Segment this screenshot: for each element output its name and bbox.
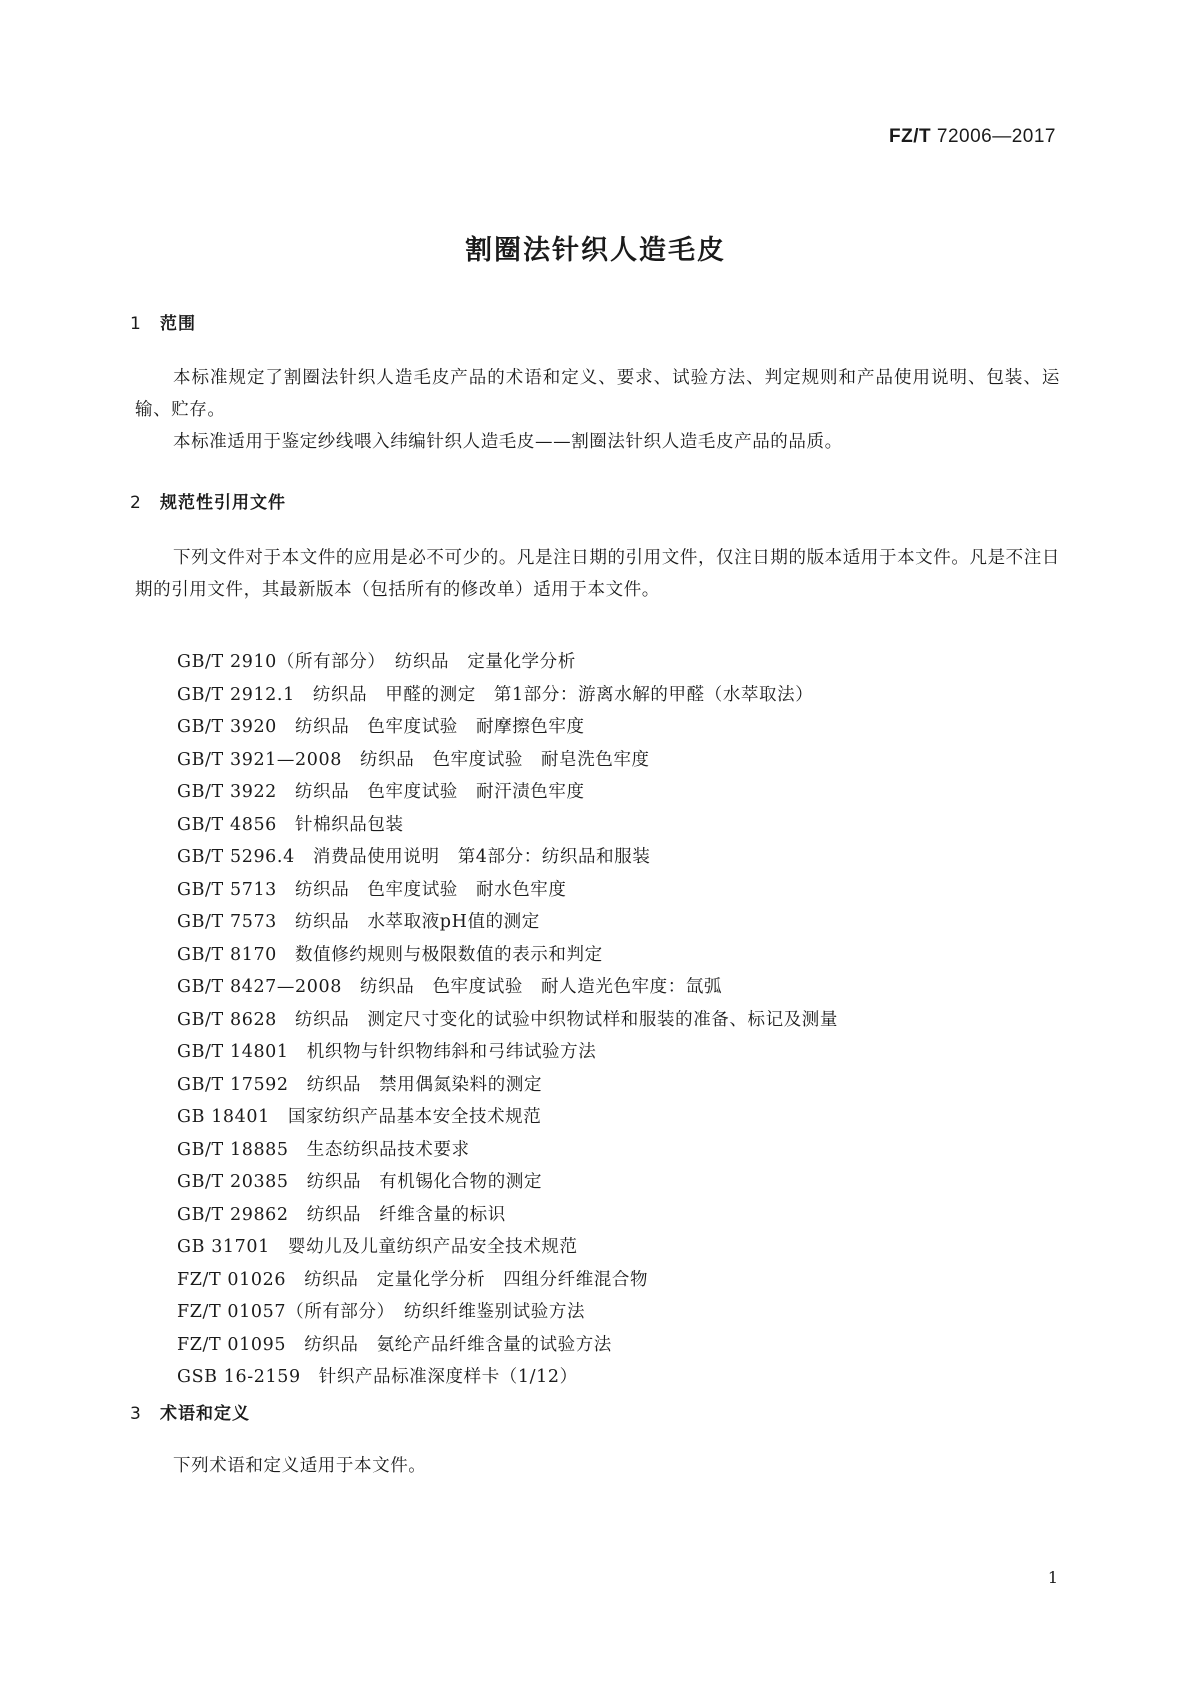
reference-item: GB/T 2912.1 纺织品 甲醛的测定 第1部分：游离水解的甲醛（水萃取法） (177, 684, 814, 705)
section-title: 规范性引用文件 (160, 493, 286, 513)
reference-item: GB/T 18885 生态纺织品技术要求 (177, 1139, 470, 1160)
reference-item: GB/T 3920 纺织品 色牢度试验 耐摩擦色牢度 (177, 717, 585, 737)
reference-item: FZ/T 01057（所有部分） 纺织纤维鉴别试验方法 (177, 1302, 586, 1322)
section-title: 术语和定义 (160, 1404, 250, 1424)
terms-intro-paragraph: 下列术语和定义适用于本文件。 (173, 1456, 427, 1476)
reference-item: GB/T 2910（所有部分） 纺织品 定量化学分析 (177, 652, 576, 672)
reference-item: GB/T 8628 纺织品 测定尺寸变化的试验中织物试样和服装的准备、标记及测量 (177, 1009, 839, 1030)
reference-item: GB/T 8427—2008 纺织品 色牢度试验 耐人造光色牢度：氙弧 (177, 977, 723, 997)
reference-item: GB/T 20385 纺织品 有机锡化合物的测定 (177, 1172, 543, 1192)
reference-item: GB/T 4856 针棉织品包装 (177, 814, 404, 835)
section-heading-scope (130, 309, 196, 334)
document-code-number: 72006—2017 (936, 126, 1056, 147)
reference-item: GB 31701 婴幼儿及儿童纺织产品安全技术规范 (177, 1237, 578, 1257)
section-number: 3 (130, 1404, 142, 1424)
reference-item: GB/T 3922 纺织品 色牢度试验 耐汗渍色牢度 (177, 782, 585, 802)
page-number: 1 (1047, 1568, 1058, 1587)
reference-item: GB 18401 国家纺织产品基本安全技术规范 (177, 1107, 542, 1127)
references-intro-paragraph: 下列文件对于本文件的应用是必不可少的。凡是注日期的引用文件，仅注日期的版本适用于本文件。凡是不注日期的引用文件，其最新版本（包括所有的修改单）适用于本文件。 (135, 548, 1060, 600)
reference-item: GB/T 5713 纺织品 色牢度试验 耐水色牢度 (177, 879, 567, 900)
reference-item: GSB 16-2159 针织产品标准深度样卡（1/12） (177, 1367, 578, 1387)
section-heading-terms-and-definitions (130, 1399, 250, 1424)
reference-list (177, 646, 838, 1394)
reference-item: FZ/T 01026 纺织品 定量化学分析 四组分纤维混合物 (177, 1269, 649, 1290)
section-number: 2 (130, 493, 142, 513)
reference-item: GB/T 14801 机织物与针织物纬斜和弓纬试验方法 (177, 1042, 597, 1062)
section-number: 1 (130, 314, 142, 334)
reference-item: GB/T 17592 纺织品 禁用偶氮染料的测定 (177, 1074, 543, 1095)
scope-paragraph-1: 本标准规定了割圈法针织人造毛皮产品的术语和定义、要求、试验方法、判定规则和产品使用说明、包装、运输、贮存。 (135, 368, 1060, 420)
document-code-prefix: FZ/T (889, 126, 932, 147)
section-heading-normative-references (130, 488, 286, 513)
document-code (889, 126, 1056, 148)
document-title: 割圈法针织人造毛皮 (465, 235, 726, 266)
reference-item: GB/T 8170 数值修约规则与极限数值的表示和判定 (177, 944, 603, 965)
reference-item: FZ/T 01095 纺织品 氨纶产品纤维含量的试验方法 (177, 1334, 612, 1355)
reference-item: GB/T 7573 纺织品 水萃取液pH值的测定 (177, 912, 540, 932)
section-title: 范围 (160, 314, 196, 334)
reference-item: GB/T 29862 纺织品 纤维含量的标识 (177, 1204, 506, 1225)
reference-item: GB/T 5296.4 消费品使用说明 第4部分：纺织品和服装 (177, 847, 651, 867)
reference-item: GB/T 3921—2008 纺织品 色牢度试验 耐皂洗色牢度 (177, 749, 650, 770)
scope-paragraph-2: 本标准适用于鉴定纱线喂入纬编针织人造毛皮——割圈法针织人造毛皮产品的品质。 (173, 432, 843, 452)
